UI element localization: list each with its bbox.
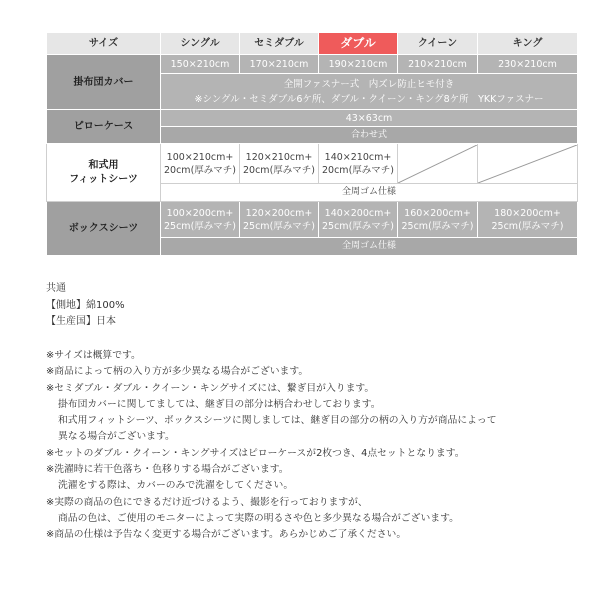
note-line: ※セミダブル・ダブル・クイーン・キングサイズには、繋ぎ目が入ります。 [46,382,375,394]
fitted-sheet-dim-line1: 120×210cm+ [245,151,313,163]
fitted-sheet-note: 全周ゴム仕様 [161,184,578,202]
futon-cover-note [161,74,578,110]
note-line: ※実際の商品の色にできるだけ近づけるよう、撮影を行っておりますが、 [46,496,368,508]
notes-block [46,348,586,544]
box-sheet-dim-line2: 25cm(厚みマチ) [491,220,564,232]
note-line: ※商品の仕様は予告なく変更する場合がございます。あらかじめご了承ください。 [46,529,407,541]
box-sheet-dim-line1: 100×200cm+ [166,207,234,219]
box-sheet-row [47,202,578,238]
note-line: 和式用フィットシーツ、ボックスシーツに関しましては、継ぎ目の部分の柄の入り方が商品によって [58,415,497,427]
box-sheet-dim-line1: 180×200cm+ [494,207,561,219]
futon-cover-note-1: 全開ファスナー式 内ズレ防止ヒモ付き [283,78,455,90]
pillow-case-label: ピローケース [47,110,161,144]
fitted-sheet-row [47,144,578,184]
fitted-sheet-dim [161,144,240,184]
pillow-case-note: 合わせ式 [161,127,578,144]
fitted-sheet-dim [319,144,398,184]
box-sheet-dim-line2: 25cm(厚みマチ) [401,220,474,232]
fitted-sheet-label-1: 和式用 [88,159,119,171]
futon-cover-dim: 150×210cm [161,55,240,74]
header-double-highlight: ダブル [319,33,398,55]
fitted-sheet-label-2: フィットシーツ [69,173,138,185]
not-available-cell [478,144,578,184]
box-sheet-dim [240,202,319,238]
header-king: キング [478,33,578,55]
fitted-sheet-label [47,144,161,202]
futon-cover-dim: 170×210cm [240,55,319,74]
box-sheet-dim-line1: 160×200cm+ [404,207,471,219]
futon-cover-dim: 190×210cm [319,55,398,74]
futon-cover-dim: 210×210cm [398,55,478,74]
fitted-sheet-dim-line1: 100×210cm+ [166,151,234,163]
common-spec-block [46,281,125,331]
diagonal-slash-icon [398,145,477,183]
box-sheet-dim-line1: 140×200cm+ [324,207,392,219]
box-sheet-dim [398,202,478,238]
header-semidouble: セミダブル [240,33,319,55]
note-line: 異なる場合がございます。 [58,431,175,443]
box-sheet-note: 全周ゴム仕様 [161,238,578,256]
note-line: 洗濯をする際は、カバーのみで洗濯をしてください。 [58,480,294,492]
size-spec-table [46,32,578,256]
fitted-sheet-dim-line2: 20cm(厚みマチ) [164,164,236,176]
note-line: ※サイズは概算です。 [46,350,141,361]
origin-line: 【生産国】日本 [46,316,116,327]
note-line: ※商品によって柄の入り方が多少異なる場合がございます。 [46,366,309,378]
futon-cover-note-2: ※シングル・セミダブル6ケ所、ダブル・クイーン・キング8ケ所 YKKファスナー [194,93,544,105]
diagonal-slash-icon [478,145,577,183]
note-line: 掛布団カバーに関してましては、継ぎ目の部分は柄合わせしております。 [58,398,381,410]
futon-cover-dim: 230×210cm [478,55,578,74]
box-sheet-label: ボックスシーツ [47,202,161,256]
futon-cover-label: 掛布団カバー [47,55,161,110]
note-line: 商品の色は、ご使用のモニターによって実際の明るさや色と多少異なる場合がございます。 [58,512,459,524]
header-queen: クイーン [398,33,478,55]
pillow-case-row [47,110,578,127]
box-sheet-dim-line1: 120×200cm+ [245,207,313,219]
box-sheet-dim [319,202,398,238]
not-available-cell [398,144,478,184]
box-sheet-dim [161,202,240,238]
box-sheet-dim-line2: 25cm(厚みマチ) [164,220,236,232]
fitted-sheet-dim-line2: 20cm(厚みマチ) [243,164,315,176]
fitted-sheet-dim [240,144,319,184]
common-title: 共通 [46,283,66,294]
material-line: 【側地】綿100% [46,299,125,311]
header-size: サイズ [47,33,161,55]
fitted-sheet-dim-line2: 20cm(厚みマチ) [322,164,394,176]
note-line: ※セットのダブル・クイーン・キングサイズはピローケースが2枚つき、4点セットとなります。 [46,447,465,459]
box-sheet-dim-line2: 25cm(厚みマチ) [243,220,315,232]
box-sheet-dim [478,202,578,238]
fitted-sheet-dim-line1: 140×210cm+ [324,151,392,163]
pillow-case-dim: 43×63cm [161,110,578,127]
box-sheet-dim-line2: 25cm(厚みマチ) [322,220,394,232]
futon-cover-row [47,55,578,74]
header-single: シングル [161,33,240,55]
note-line: ※洗濯時に若干色落ち・色移りする場合がございます。 [46,464,289,476]
header-row [47,33,578,55]
